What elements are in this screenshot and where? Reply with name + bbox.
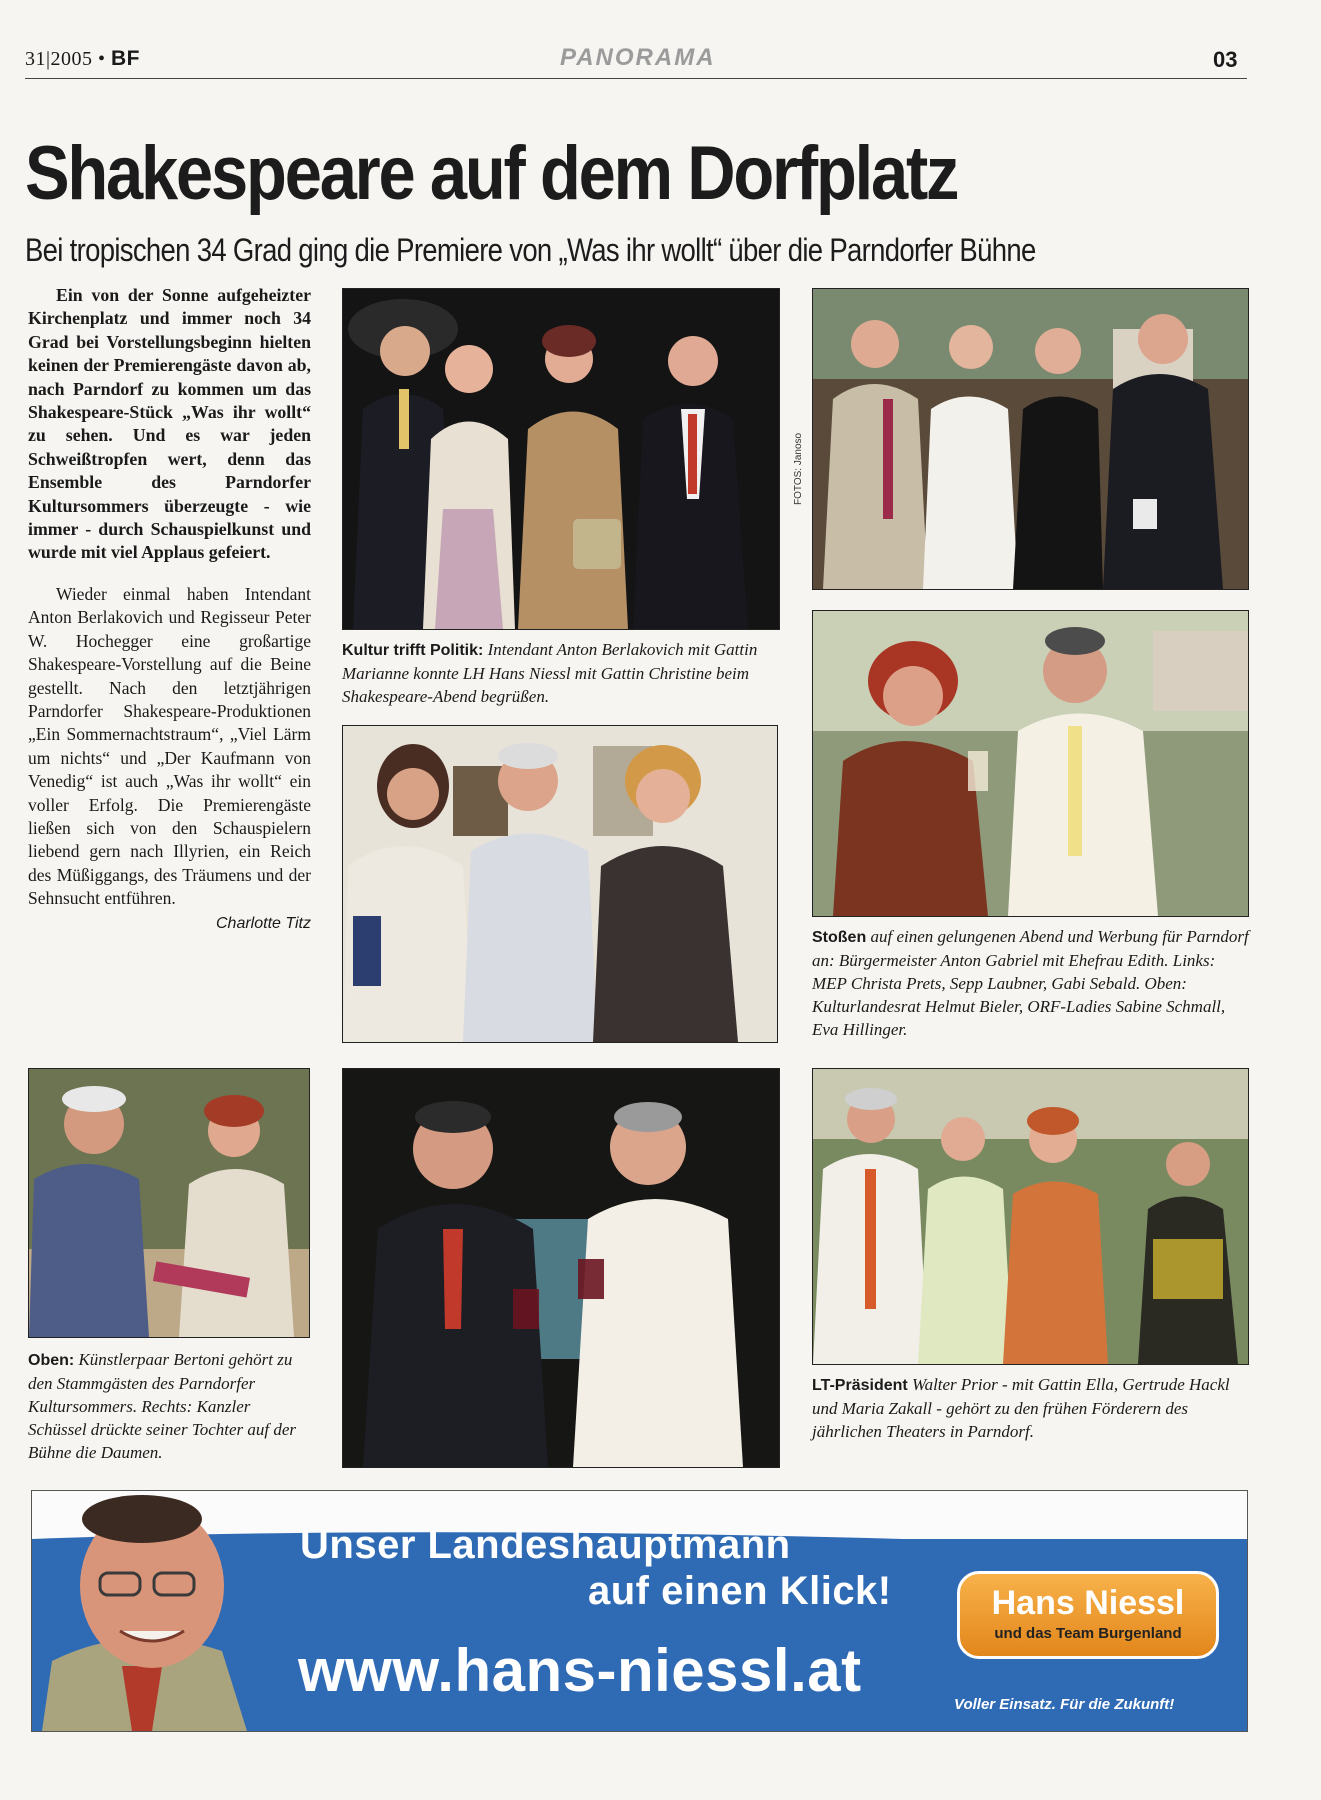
caption-text: Walter Prior - mit Gattin Ella, Gertrude Hackl und Maria Zakall - gehört zu den frühen Förderern des jährlichen Theaters in Parndorf.	[812, 1375, 1230, 1441]
page-number: 03	[1213, 47, 1238, 72]
photo-orf-ladies	[812, 288, 1249, 590]
photo-buergermeister-gabriel	[812, 610, 1249, 917]
publication-name: BF	[111, 47, 141, 70]
issue-date: 31|2005 •	[25, 48, 106, 70]
ad-logo-name: Hans Niessl	[991, 1584, 1185, 1622]
caption-lead: Kultur trifft Politik:	[342, 642, 484, 659]
ad-slogan: Voller Einsatz. Für die Zukunft!	[954, 1696, 1175, 1713]
photo-credit: FOTOS: Janoso	[793, 432, 804, 505]
ad-logo	[957, 1571, 1219, 1659]
photo-lt-praesident-prior	[812, 1068, 1249, 1365]
lead-paragraph: Ein von der Sonne aufgeheizter Kirchenplatz und immer noch 34 Grad bei Vorstellungsbeginn hielten keinen der Premierengäste davon ab, nach Parndorf zu kommen um das Shakespeare-Stück „Was ihr wollt“ zu sehen. Und es war jeden Schweißtropfen wert, denn das Ensemble des Parndorfer Kultursommers überzeugte - wie immer - durch Schauspielkunst und wurde mit viel Applaus gefeiert.	[28, 285, 311, 563]
issue-info	[25, 47, 140, 71]
caption-stossen	[812, 925, 1252, 1041]
subheadline: Bei tropischen 34 Grad ging die Premiere von „Was ihr wollt“ über die Parndorfer Bühne	[25, 232, 1036, 268]
advertisement-banner[interactable]	[31, 1490, 1248, 1732]
body-paragraph: Wieder einmal haben Intendant Anton Berlakovich und Regisseur Peter W. Hochegger eine großartige Shakespeare-Vorstellung auf die Beine gestellt. Nach den letztjährigen Parndorfer Shakespeare-Produktionen „Ein Sommernachtstraum“, „Viel Lärm um nichts“ und „Der Kaufmann von Venedig“ ist auch „Was ihr wollt“ ein voller Erfolg. Die Premierengäste ließen sich von den Schauspielern liebend gern nach Illyrien, ein Reich des Müßiggangs, des Träumens und der Sehnsucht entführen.	[28, 583, 311, 909]
ad-headline-line2: auf einen Klick!	[588, 1569, 892, 1613]
article-body	[28, 284, 311, 935]
caption-oben	[28, 1348, 308, 1464]
byline: Charlotte Titz	[216, 914, 311, 932]
ad-headline-line1: Unser Landeshauptmann	[300, 1523, 791, 1567]
ad-logo-team: und das Team Burgenland	[994, 1625, 1182, 1642]
caption-lead: LT-Präsident	[812, 1377, 908, 1394]
section-title: PANORAMA	[560, 44, 716, 71]
caption-text: Künstlerpaar Bertoni gehört zu den Stammgästen des Parndorfer Kultursommers. Rechts: Kanzler Schüssel drückte seiner Tochter auf der Bühne die Daumen.	[28, 1350, 297, 1462]
photo-kuenstlerpaar-bertoni	[28, 1068, 310, 1338]
headline: Shakespeare auf dem Dorfplatz	[25, 131, 958, 216]
caption-text: Intendant Anton Berlakovich mit Gattin Marianne konnte LH Hans Niessl mit Gattin Christine beim Shakespeare-Abend begrüßen.	[342, 640, 758, 706]
caption-lead: Stoßen	[812, 929, 867, 946]
caption-kultur-trifft-politik	[342, 638, 782, 708]
header-rule	[25, 78, 1247, 79]
photo-kanzler-schuessel	[342, 1068, 780, 1468]
photo-mep-christa-prets	[342, 725, 778, 1043]
caption-lead: Oben:	[28, 1352, 75, 1369]
photo-kultur-trifft-politik	[342, 288, 780, 630]
caption-text: auf einen gelungenen Abend und Werbung für Parndorf an: Bürgermeister Anton Gabriel mit Ehefrau Edith. Links: MEP Christa Prets, Sepp Laubner, Gabi Sebald. Oben: Kulturlandesrat Helmut Bieler, ORF-Ladies Sabine Schmall, Eva Hillinger.	[812, 927, 1249, 1039]
ad-website-link[interactable]: www.hans-niessl.at	[298, 1637, 862, 1704]
caption-lt-praesident	[812, 1373, 1252, 1443]
